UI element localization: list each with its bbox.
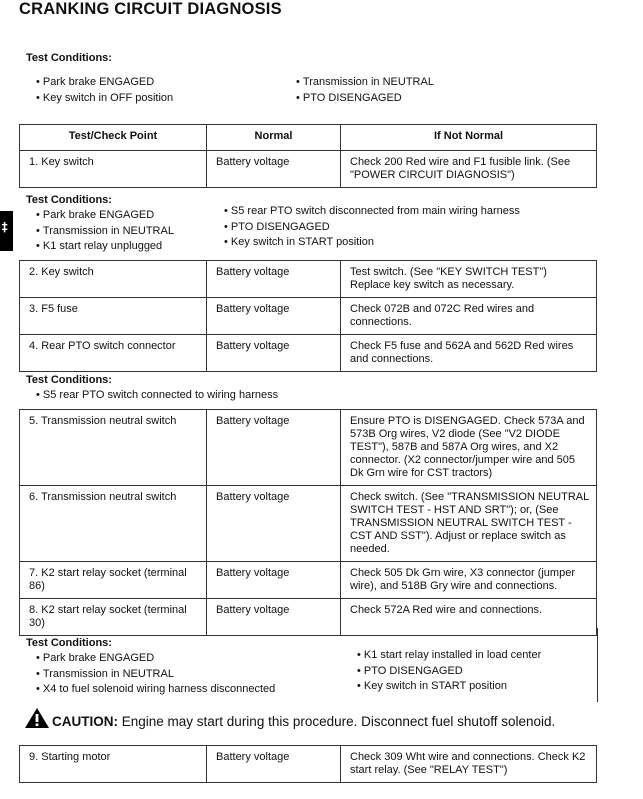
test-point-cell: 7. K2 start relay socket (terminal 86) xyxy=(20,562,207,599)
section-side-tab xyxy=(0,211,13,251)
action-cell: Check 309 Wht wire and connections. Check K2 start relay. (See "RELAY TEST") xyxy=(341,746,597,783)
condition-item: • PTO DISENGAGED xyxy=(224,220,520,236)
normal-cell: Battery voltage xyxy=(207,151,341,188)
table-row xyxy=(20,298,597,335)
diagnosis-table-1 xyxy=(19,124,597,188)
table-row xyxy=(20,335,597,372)
condition-item: • Park brake ENGAGED xyxy=(36,208,174,224)
normal-cell: Battery voltage xyxy=(207,298,341,335)
table-row xyxy=(20,599,597,636)
test-conditions-1-right xyxy=(296,75,434,106)
header-test-check-point: Test/Check Point xyxy=(20,125,207,151)
test-conditions-2-left xyxy=(36,208,174,255)
action-cell: Check 572A Red wire and connections. xyxy=(341,599,597,636)
normal-cell: Battery voltage xyxy=(207,599,341,636)
action-cell: Check switch. (See "TRANSMISSION NEUTRAL SWITCH TEST - HST AND SRT"); or, (See TRANSMISSION NEUTRAL SWITCH TEST - CST AND SST"). Adjust or replace switch as needed. xyxy=(341,486,597,562)
diagnosis-table-3 xyxy=(19,409,597,636)
table-row xyxy=(20,746,597,783)
test-point-cell: 1. Key switch xyxy=(20,151,207,188)
test-conditions-4-right xyxy=(357,648,541,695)
side-tab-glyph: ‡ xyxy=(1,220,9,234)
test-conditions-3-left xyxy=(36,388,278,404)
test-point-cell: 5. Transmission neutral switch xyxy=(20,410,207,486)
condition-item: • Transmission in NEUTRAL xyxy=(296,75,434,91)
condition-item: • Key switch in START position xyxy=(357,679,541,695)
test-conditions-2-right xyxy=(224,204,520,251)
normal-cell: Battery voltage xyxy=(207,486,341,562)
action-cell: Check 200 Red wire and F1 fusible link. (See "POWER CIRCUIT DIAGNOSIS") xyxy=(341,151,597,188)
condition-item: • Transmission in NEUTRAL xyxy=(36,667,275,683)
section-border-line xyxy=(597,628,598,702)
table-row xyxy=(20,562,597,599)
condition-item: • Park brake ENGAGED xyxy=(36,75,173,91)
condition-item: • PTO DISENGAGED xyxy=(296,91,434,107)
test-conditions-heading-3: Test Conditions: xyxy=(26,374,112,386)
page-title: CRANKING CIRCUIT DIAGNOSIS xyxy=(19,0,282,18)
test-point-cell: 2. Key switch xyxy=(20,261,207,298)
normal-cell: Battery voltage xyxy=(207,261,341,298)
table-header-row xyxy=(20,125,597,151)
condition-item: • X4 to fuel solenoid wiring harness disconnected xyxy=(36,682,275,698)
header-if-not-normal: If Not Normal xyxy=(341,125,597,151)
test-conditions-heading-4: Test Conditions: xyxy=(26,637,112,649)
test-point-cell: 3. F5 fuse xyxy=(20,298,207,335)
test-conditions-heading-2: Test Conditions: xyxy=(26,194,112,206)
diagnosis-table-4 xyxy=(19,745,597,783)
table-row xyxy=(20,261,597,298)
test-point-cell: 9. Starting motor xyxy=(20,746,207,783)
condition-item: • K1 start relay installed in load center xyxy=(357,648,541,664)
warning-triangle-icon xyxy=(24,707,50,729)
condition-item: • Key switch in START position xyxy=(224,235,520,251)
normal-cell: Battery voltage xyxy=(207,746,341,783)
action-cell: Check 505 Dk Grn wire, X3 connector (jumper wire), and 518B Gry wire and connections. xyxy=(341,562,597,599)
action-cell: Check F5 fuse and 562A and 562D Red wires and connections. xyxy=(341,335,597,372)
test-point-cell: 6. Transmission neutral switch xyxy=(20,486,207,562)
normal-cell: Battery voltage xyxy=(207,410,341,486)
caution-text: Engine may start during this procedure. Disconnect fuel shutoff solenoid. xyxy=(118,714,556,729)
normal-cell: Battery voltage xyxy=(207,335,341,372)
test-point-cell: 8. K2 start relay socket (terminal 30) xyxy=(20,599,207,636)
test-conditions-heading-1: Test Conditions: xyxy=(26,52,112,64)
test-conditions-4-left xyxy=(36,651,275,698)
caution-note xyxy=(24,707,555,729)
condition-item: • Park brake ENGAGED xyxy=(36,651,275,667)
condition-item: • S5 rear PTO switch disconnected from main wiring harness xyxy=(224,204,520,220)
header-normal: Normal xyxy=(207,125,341,151)
action-cell: Check 072B and 072C Red wires and connections. xyxy=(341,298,597,335)
action-cell: Test switch. (See "KEY SWITCH TEST") Replace key switch as necessary. xyxy=(341,261,597,298)
table-row xyxy=(20,410,597,486)
diagnosis-table-2 xyxy=(19,260,597,372)
table-row xyxy=(20,486,597,562)
condition-item: • K1 start relay unplugged xyxy=(36,239,174,255)
condition-item: • Transmission in NEUTRAL xyxy=(36,224,174,240)
test-point-cell: 4. Rear PTO switch connector xyxy=(20,335,207,372)
condition-item: • S5 rear PTO switch connected to wiring harness xyxy=(36,388,278,404)
normal-cell: Battery voltage xyxy=(207,562,341,599)
condition-item: • PTO DISENGAGED xyxy=(357,664,541,680)
action-cell: Ensure PTO is DISENGAGED. Check 573A and 573B Org wires, V2 diode (See "V2 DIODE TEST"), 587B and 587A Org wires, and X2 connector. (X2 connector/jumper wire and 505 Dk Grn wire for CST tractors) xyxy=(341,410,597,486)
test-conditions-1-left xyxy=(36,75,173,106)
caution-label: CAUTION: xyxy=(52,714,118,729)
table-row xyxy=(20,151,597,188)
condition-item: • Key switch in OFF position xyxy=(36,91,173,107)
